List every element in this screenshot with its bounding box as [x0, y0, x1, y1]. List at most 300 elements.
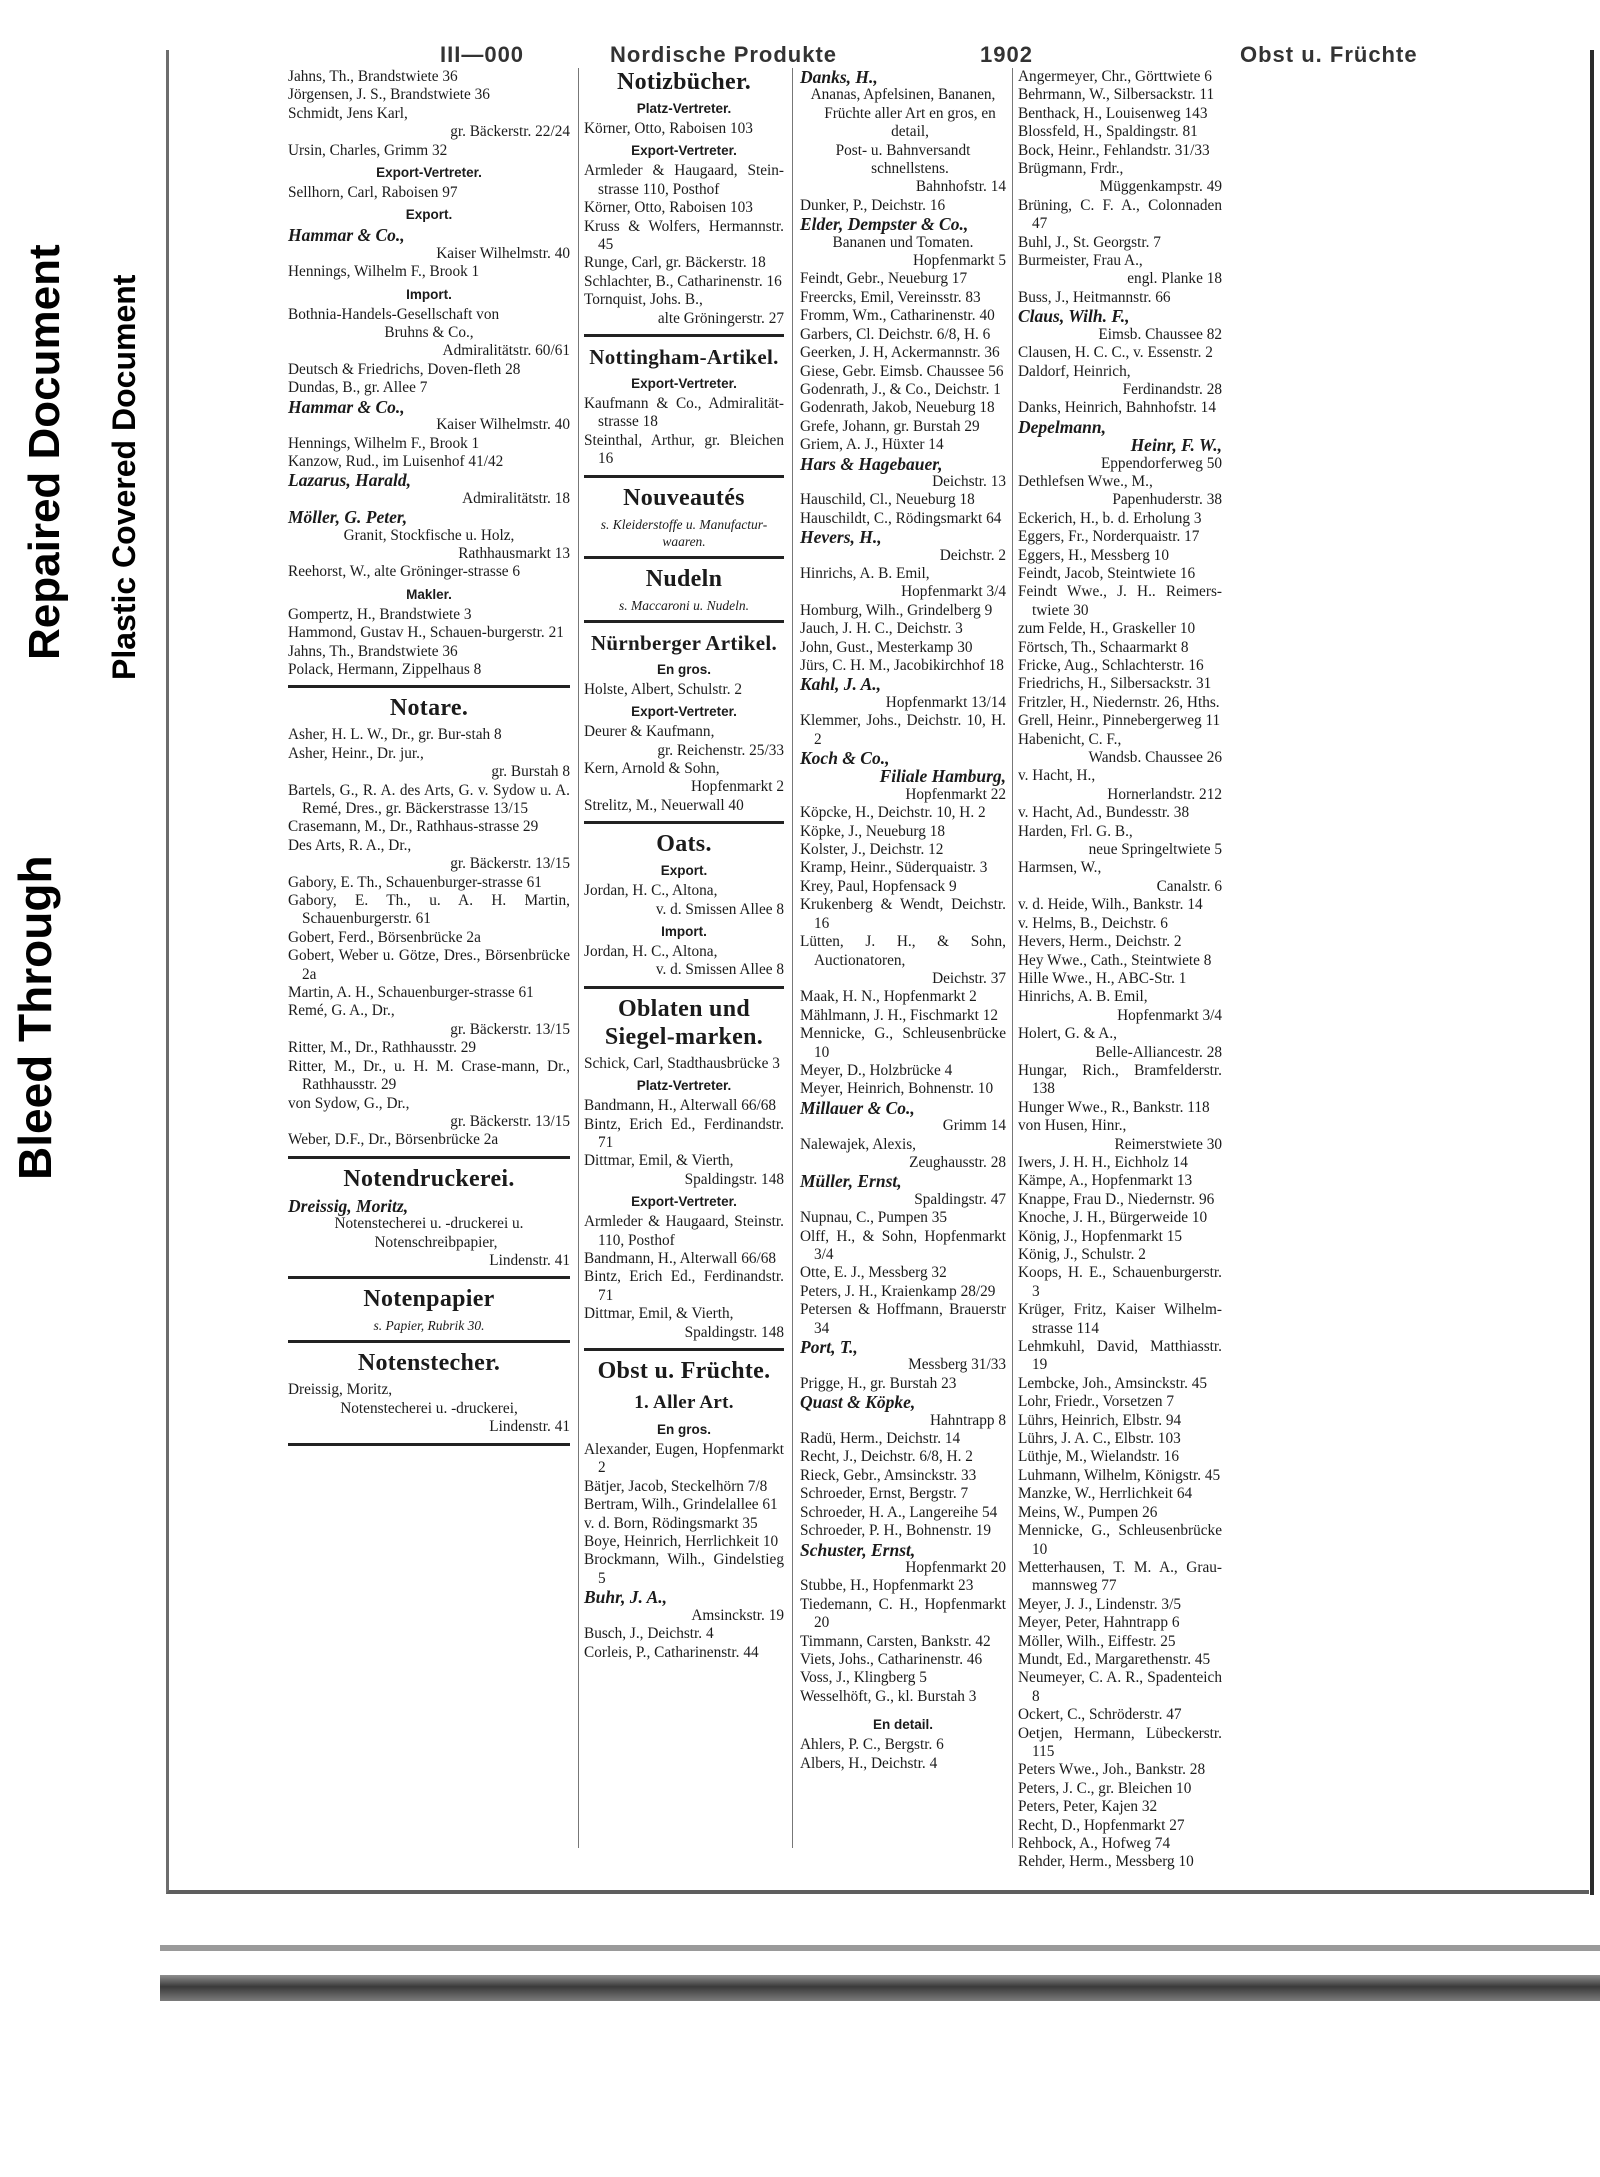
entry: Eggers, Fr., Norderquaistr. 17 — [1018, 528, 1200, 546]
entry: Krukenberg & Wendt, Deichstr. 16 — [800, 896, 1006, 932]
entry: Grell, Heinr., Pinnebergerweg 11 — [1018, 712, 1221, 730]
entry: Kahl, J. A., — [800, 674, 882, 695]
subheading: En detail. — [872, 1717, 933, 1733]
entry: Müller, Ernst, — [800, 1171, 902, 1192]
section-rule — [584, 821, 784, 824]
entry: Eckerich, H., b. d. Erholung 3 — [1018, 509, 1202, 527]
entry: Petersen & Hoffmann, Brauerstr 34 — [800, 1301, 1006, 1337]
section-subheading: 1. Aller Art. — [634, 1392, 734, 1414]
running-head-right: Obst u. Früchte — [1240, 42, 1418, 66]
entry: Stubbe, H., Hopfenmarkt 23 — [800, 1577, 974, 1595]
entry: Manzke, W., Herrlichkeit 64 — [1018, 1485, 1193, 1503]
entry: Möller, G. Peter, — [288, 507, 408, 528]
entry: v. d. Smissen Allee 8 — [655, 900, 784, 918]
entry: Kämpe, A., Hopfenmarkt 13 — [1018, 1172, 1193, 1190]
entry: Mundt, Ed., Margarethenstr. 45 — [1018, 1650, 1211, 1668]
entry: Hinrichs, A. B. Emil, — [800, 564, 930, 582]
entry: Förtsch, Th., Schaarmarkt 8 — [1018, 638, 1189, 656]
entry: Daldorf, Heinrich, — [1018, 362, 1131, 380]
entry: Dittmar, Emil, & Vierth, — [584, 1152, 734, 1170]
subheading: Export-Vertreter. — [631, 143, 737, 159]
entry: Hauschildt, C., Rödingsmarkt 64 — [800, 509, 1002, 527]
entry: Zeughausstr. 28 — [909, 1153, 1006, 1171]
repaired-document-label: Repaired Document — [20, 244, 69, 660]
entry: Schmidt, Jens Karl, — [288, 104, 408, 122]
entry: Hauschild, Cl., Neueburg 18 — [800, 491, 975, 509]
entry: Homburg, Wilh., Grindelberg 9 — [800, 601, 993, 619]
column-rule — [1012, 68, 1013, 1848]
entry: Meyer, D., Holzbrücke 4 — [800, 1061, 953, 1079]
entry: Hinrichs, A. B. Emil, — [1018, 988, 1148, 1006]
running-head — [280, 42, 1440, 66]
entry: Buhr, J. A., — [584, 1587, 668, 1608]
entry: Lehmkuhl, David, Matthiasstr. 19 — [1018, 1338, 1222, 1374]
entry: Giese, Gebr. Eimsb. Chaussee 56 — [800, 362, 1004, 380]
entry: Peters, J. C., gr. Bleichen 10 — [1018, 1779, 1192, 1797]
entry: Kolster, J., Deichstr. 12 — [800, 841, 944, 859]
entry: Hevers, H., — [800, 527, 882, 548]
entry: Habenicht, C. F., — [1018, 730, 1122, 748]
entry: Harden, Frl. G. B., — [1018, 822, 1133, 840]
entry: Asher, Heinr., Dr. jur., — [288, 744, 424, 762]
column-rule — [792, 68, 793, 1848]
entry: Mennicke, G., Schleusenbrücke 10 — [800, 1025, 1006, 1061]
entry: Behrmann, W., Silbersackstr. 11 — [1018, 86, 1215, 104]
section-heading: Notare. — [389, 695, 469, 722]
entry: Brügmann, Frdr., — [1018, 160, 1124, 178]
section-rule — [584, 334, 784, 337]
entry: Dunker, P., Deichstr. 16 — [800, 196, 946, 214]
column-rule — [578, 68, 579, 1848]
entry: Grefe, Johann, gr. Burstah 29 — [800, 417, 980, 435]
entry: neue Springeltwiete 5 — [1088, 841, 1222, 859]
entry: Des Arts, R. A., Dr., — [288, 836, 412, 854]
entry: Gabory, E. Th., Schauenburger-strasse 61 — [288, 873, 542, 891]
column-3 — [800, 68, 1006, 1773]
subheading: Export. — [660, 863, 708, 879]
entry: Müggenkampstr. 49 — [1099, 178, 1222, 196]
entry: Admiralitätstr. 18 — [462, 489, 570, 507]
entry: Hammond, Gustav H., Schauen-burgerstr. 21 — [288, 624, 564, 642]
entry: Viets, Johs., Catharinenstr. 46 — [800, 1650, 983, 1668]
entry: Bintz, Erich Ed., Ferdinandstr. 71 — [584, 1115, 784, 1151]
entry: Asher, H. L. W., Dr., gr. Bur-stah 8 — [288, 726, 502, 744]
entry: Luhmann, Wilhelm, Königstr. 45 — [1018, 1466, 1221, 1484]
entry: Bock, Heinr., Fehlandstr. 31/33 — [1018, 141, 1210, 159]
entry: Ockert, C., Schröderstr. 47 — [1018, 1706, 1182, 1724]
page-right-edge — [1590, 50, 1594, 1895]
entry: Mählmann, J. H., Fischmarkt 12 — [800, 1006, 998, 1024]
entry: Fromm, Wm., Catharinenstr. 40 — [800, 307, 995, 325]
entry: Elder, Dempster & Co., — [800, 214, 969, 235]
entry: Tiedemann, C. H., Hopfenmarkt 20 — [800, 1595, 1006, 1632]
entry: Blossfeld, H., Spaldingstr. 81 — [1018, 123, 1198, 141]
entry: Godenrath, J., & Co., Deichstr. 1 — [800, 380, 1001, 398]
entry: Post- u. Bahnversandt schnellstens. — [835, 141, 971, 178]
section-heading: Nouveautés — [623, 484, 745, 511]
entry: Armleder & Haugaard, Steinstr. 110, Posthof — [584, 1213, 784, 1249]
scanner-bar — [160, 1975, 1600, 2001]
entry: Ananas, Apfelsinen, Bananen, Früchte aller Art en gros, en detail, — [810, 86, 996, 141]
entry: Harmsen, W., — [1018, 859, 1102, 877]
entry: Amsinckstr. 19 — [691, 1606, 784, 1624]
entry: Jordan, H. C., Altona, — [584, 882, 718, 900]
subheading: Makler. — [406, 586, 452, 602]
entry: Hahntrapp 8 — [929, 1411, 1006, 1429]
entry: Fritzler, H., Niedernstr. 26, Hths. — [1018, 693, 1220, 711]
entry: Körner, Otto, Raboisen 103 — [584, 120, 753, 137]
entry: Eggers, H., Messberg 10 — [1018, 546, 1169, 564]
entry: Mennicke, G., Schleusenbrücke 10 — [1018, 1522, 1222, 1558]
entry: v. d. Heide, Wilh., Bankstr. 14 — [1018, 896, 1203, 914]
entry: Port, T., — [800, 1337, 858, 1358]
entry: gr. Bäckerstr. 13/15 — [450, 1112, 570, 1130]
section-heading: Notendruckerei. — [343, 1165, 515, 1192]
entry: Remé, G. A., Dr., — [288, 1002, 395, 1020]
entry: Brüning, C. F. A., Colonnaden 47 — [1018, 196, 1222, 233]
entry: Köpcke, H., Deichstr. 10, H. 2 — [800, 804, 986, 822]
entry: Benthack, H., Louisenweg 143 — [1018, 104, 1208, 122]
subheading: Platz-Vertreter. — [636, 101, 732, 116]
section-heading: Oats. — [656, 831, 712, 858]
entry: Eimsb. Chaussee 82 — [1098, 325, 1222, 343]
section-heading: Notenstecher. — [357, 1350, 501, 1377]
subheading: Platz-Vertreter. — [636, 1078, 732, 1094]
entry: v. Helms, B., Deichstr. 6 — [1018, 914, 1168, 932]
entry: Runge, Carl, gr. Bäckerstr. 18 — [584, 254, 766, 272]
entry: John, Gust., Mesterkamp 30 — [800, 638, 973, 656]
subheading: Import. — [406, 286, 452, 302]
entry: Bartels, G., R. A. des Arts, G. v. Sydow u. A. Remé, Dres., gr. Bäckerstrasse 13/15 — [288, 781, 570, 817]
entry: Schroeder, P. H., Bohnenstr. 19 — [800, 1522, 992, 1540]
entry: zum Felde, H., Graskeller 10 — [1018, 620, 1196, 638]
bleed-through-label: Bleed Through — [9, 855, 61, 1180]
entry: Hunger Wwe., R., Bankstr. 118 — [1018, 1098, 1210, 1116]
entry: König, J., Hopfenmarkt 15 — [1018, 1227, 1182, 1245]
entry: Radü, Herm., Deichstr. 14 — [800, 1430, 961, 1448]
entry: Hopfenmarkt 22 — [905, 785, 1006, 803]
entry: Kern, Arnold & Sohn, — [584, 759, 720, 777]
entry: Crasemann, M., Dr., Rathhaus-strasse 29 — [288, 818, 539, 836]
entry: Holste, Albert, Schulstr. 2 — [584, 680, 743, 698]
entry: Lüthje, M., Wielandstr. 16 — [1018, 1448, 1179, 1466]
entry: Spaldingstr. 148 — [684, 1323, 784, 1341]
entry: Filiale Hamburg, — [879, 766, 1006, 787]
entry: Bätjer, Jacob, Steckelhörn 7/8 — [584, 1477, 768, 1495]
entry: Danks, Heinrich, Bahnhofstr. 14 — [1018, 399, 1216, 417]
section-rule — [288, 1156, 570, 1159]
entry: Busch, J., Deichstr. 4 — [584, 1625, 714, 1643]
entry: Danks, H., — [800, 67, 878, 87]
entry: Jahns, Th., Brandstwiete 36 — [288, 642, 458, 660]
subheading: Export-Vertreter. — [631, 1194, 737, 1210]
entry: Hopfenmarkt 2 — [690, 778, 784, 796]
entry: Feindt, Gebr., Neueburg 17 — [800, 270, 968, 288]
running-head-year: 1902 — [980, 42, 1033, 66]
entry: Hennings, Wilhelm F., Brook 1 — [288, 263, 480, 281]
entry: Kaufmann & Co., Admiralität-strasse 18 — [584, 395, 784, 431]
scanned-page — [160, 42, 1600, 2000]
section-rule — [288, 1340, 570, 1343]
section-rule — [288, 1443, 570, 1446]
entry: Freercks, Emil, Vereinsstr. 83 — [800, 288, 981, 306]
entry: Bintz, Erich Ed., Ferdinandstr. 71 — [584, 1268, 784, 1304]
entry: Steinthal, Arthur, gr. Bleichen 16 — [584, 431, 784, 468]
entry: Feindt Wwe., J. H.. Reimers-twiete 30 — [1018, 583, 1222, 619]
entry: v. d. Born, Rödingsmarkt 35 — [584, 1514, 758, 1532]
subheading: En gros. — [656, 661, 711, 677]
section-rule — [584, 620, 784, 623]
entry: Ferdinandstr. 28 — [1122, 380, 1222, 398]
entry: Dethlefsen Wwe., M., — [1018, 472, 1153, 490]
entry: Lütten, J. H., & Sohn, Auctionatoren, — [800, 933, 1006, 969]
entry: Knoche, J. H., Bürgerweide 10 — [1018, 1209, 1208, 1227]
running-head-left: III—000 — [440, 42, 525, 66]
entry: Garbers, Cl. Deichstr. 6/8, H. 6 — [800, 325, 991, 343]
entry: Bothnia-Handels-Gesellschaft von — [288, 305, 500, 323]
column-4 — [1018, 68, 1222, 1872]
entry: Koops, H. E., Schauenburgerstr. 3 — [1018, 1264, 1222, 1300]
entry: Meyer, Peter, Hahntrapp 6 — [1018, 1614, 1180, 1632]
scanner-strip — [160, 1945, 1600, 1951]
entry: Jordan, H. C., Altona, — [584, 942, 718, 960]
entry: Deichstr. 2 — [939, 546, 1006, 564]
entry: Ahlers, P. C., Bergstr. 6 — [800, 1736, 944, 1754]
section-rule — [584, 986, 784, 989]
entry: Voss, J., Klingberg 5 — [800, 1669, 927, 1687]
column-1 — [288, 68, 570, 1450]
entry: Otte, E. J., Messberg 32 — [800, 1264, 947, 1282]
entry: Gabory, E. Th., u. A. H. Martin, Schauenburgerstr. 61 — [288, 892, 570, 928]
entry: von Husen, Hinr., — [1018, 1117, 1127, 1135]
entry: gr. Bäckerstr. 13/15 — [450, 1020, 570, 1038]
entry: v. d. Smissen Allee 8 — [655, 961, 784, 979]
cross-reference: s. Papier, Rubrik 30. — [373, 1318, 485, 1334]
plastic-covered-label: Plastic Covered Document — [106, 274, 142, 680]
entry: Bandmann, H., Alterwall 66/68 — [584, 1250, 777, 1267]
entry: Ursin, Charles, Grimm 32 — [288, 141, 448, 159]
subheading: Export. — [405, 207, 453, 223]
entry: Kaiser Wilhelmstr. 40 — [436, 244, 570, 262]
entry: Hammar & Co., — [288, 225, 405, 246]
cross-reference: s. Kleiderstoffe u. Manufactur-waaren. — [600, 516, 768, 549]
entry: Rieck, Gebr., Amsinckstr. 33 — [800, 1466, 977, 1484]
entry: Notenstecherei u. -druckerei u. Notenschreibpapier, — [334, 1215, 524, 1251]
entry: Notenstecherei u. -druckerei, — [340, 1399, 518, 1417]
entry: Wandsb. Chaussee 26 — [1088, 749, 1222, 767]
entry: Griem, A. J., Hüxter 14 — [800, 436, 944, 454]
entry: gr. Reichenstr. 25/33 — [657, 741, 784, 759]
entry: Angermeyer, Chr., Görttwiete 6 — [1018, 68, 1212, 85]
entry: Armleder & Haugaard, Stein-strasse 110, Posthof — [584, 162, 784, 198]
entry: Klemmer, Johs., Deichstr. 10, H. 2 — [800, 712, 1006, 748]
entry: Hevers, Herm., Deichstr. 2 — [1018, 933, 1182, 951]
entry: Admiralitätstr. 60/61 — [442, 342, 570, 360]
entry: Heinr, F. W., — [1130, 435, 1222, 456]
section-heading: Nürnberger Artikel. — [590, 630, 778, 655]
entry: Körner, Otto, Raboisen 103 — [584, 199, 753, 217]
entry: Olff, H., & Sohn, Hopfenmarkt 3/4 — [800, 1227, 1006, 1263]
entry: Bahnhofstr. 14 — [915, 178, 1006, 196]
entry: Clausen, H. C. C., v. Essenstr. 2 — [1018, 344, 1213, 362]
entry: Iwers, J. H. H., Eichholz 14 — [1018, 1153, 1188, 1171]
entry: Jörgensen, J. S., Brandstwiete 36 — [288, 86, 490, 104]
entry: Lazarus, Harald, — [288, 470, 412, 491]
entry: Lührs, Heinrich, Elbstr. 94 — [1018, 1411, 1182, 1429]
entry: Prigge, H., gr. Burstah 23 — [800, 1374, 957, 1392]
entry: Papenhuderstr. 38 — [1112, 491, 1222, 509]
section-rule — [584, 475, 784, 478]
running-head-section: Nordische Produkte — [610, 42, 838, 66]
section-rule — [584, 1348, 784, 1351]
entry: Maak, H. N., Hopfenmarkt 2 — [800, 988, 977, 1006]
section-heading: Notizbücher. — [616, 69, 752, 95]
entry: Schick, Carl, Stadthausbrücke 3 — [584, 1054, 780, 1072]
section-heading: Obst u. Früchte. — [597, 1358, 771, 1385]
entry: Nalewajek, Alexis, — [800, 1135, 916, 1153]
entry: Jahns, Th., Brandstwiete 36 — [288, 68, 458, 85]
entry: Meins, W., Pumpen 26 — [1018, 1503, 1158, 1521]
entry: Timmann, Carsten, Bankstr. 42 — [800, 1632, 991, 1650]
entry: Deutsch & Friedrichs, Doven-fleth 28 — [288, 360, 521, 378]
entry: gr. Bäckerstr. 22/24 — [450, 123, 570, 141]
entry: Burmeister, Frau A., — [1018, 252, 1143, 270]
entry: Metterhausen, T. M. A., Grau-mannsweg 77 — [1018, 1558, 1222, 1595]
entry: Dundas, B., gr. Allee 7 — [288, 379, 428, 397]
entry: Martin, A. H., Schauenburger-strasse 61 — [288, 984, 534, 1002]
entry: Gompertz, H., Brandstwiete 3 — [288, 605, 472, 623]
entry: Hey Wwe., Cath., Steintwiete 8 — [1018, 951, 1212, 969]
entry: Kruss & Wolfers, Hermannstr. 45 — [584, 217, 784, 254]
section-heading: Oblaten und Siegel-marken. — [604, 995, 764, 1050]
entry: Ritter, M., Dr., u. H. M. Crase-mann, Dr., Rathhausstr. 29 — [288, 1057, 570, 1094]
entry: Hille Wwe., H., ABC-Str. 1 — [1018, 969, 1187, 987]
entry: Polack, Hermann, Zippelhaus 8 — [288, 660, 482, 678]
entry: Alexander, Eugen, Hopfenmarkt 2 — [584, 1441, 784, 1477]
cross-reference: s. Maccaroni u. Nudeln. — [619, 597, 749, 613]
entry: Rehder, Herm., Messberg 10 — [1018, 1853, 1194, 1871]
entry: Schroeder, H. A., Langereihe 54 — [800, 1503, 998, 1521]
entry: Meyer, J. J., Lindenstr. 3/5 — [1018, 1595, 1181, 1613]
entry: Meyer, Heinrich, Bohnenstr. 10 — [800, 1080, 994, 1098]
entry: Kramp, Heinr., Süderquaistr. 3 — [800, 859, 988, 877]
entry: Schuster, Ernst, — [800, 1539, 916, 1560]
entry: Hennings, Wilhelm F., Brook 1 — [288, 434, 480, 452]
entry: Canalstr. 6 — [1156, 877, 1222, 895]
entry: Peters, J. H., Kraienkamp 28/29 — [800, 1282, 996, 1300]
entry: Gobert, Weber u. Götze, Dres., Börsenbrücke 2a — [288, 947, 570, 983]
entry: Oetjen, Hermann, Lübeckerstr. 115 — [1018, 1724, 1222, 1760]
entry: Peters Wwe., Joh., Bankstr. 28 — [1018, 1761, 1206, 1779]
entry: alte Gröningerstr. 27 — [657, 309, 784, 327]
entry: Reimerstwiete 30 — [1114, 1135, 1222, 1153]
entry: Koch & Co., — [800, 748, 890, 769]
entry: Kaiser Wilhelmstr. 40 — [436, 416, 570, 434]
entry: Nupnau, C., Pumpen 35 — [800, 1209, 948, 1227]
subheading: Export-Vertreter. — [376, 165, 482, 181]
entry: Strelitz, M., Neuerwall 40 — [584, 796, 744, 814]
entry: Tornquist, Johs. B., — [584, 291, 703, 309]
entry: Lindenstr. 41 — [489, 1251, 570, 1269]
entry: Lohr, Friedr., Vorsetzen 7 — [1018, 1393, 1175, 1411]
entry: Bruhns & Co., — [384, 324, 474, 342]
entry: gr. Bäckerstr. 13/15 — [450, 855, 570, 873]
entry: Fricke, Aug., Schlachterstr. 16 — [1018, 657, 1204, 674]
entry: Rathhausmarkt 13 — [458, 544, 570, 562]
entry: Dittmar, Emil, & Vierth, — [584, 1305, 734, 1323]
entry: Bertram, Wilh., Grindelallee 61 — [584, 1496, 778, 1514]
subheading: Export-Vertreter. — [631, 704, 737, 720]
subheading: Import. — [661, 923, 707, 939]
entry: Quast & Köpke, — [800, 1392, 916, 1413]
section-rule — [288, 1276, 570, 1279]
section-rule — [288, 685, 570, 688]
entry: Gobert, Ferd., Börsenbrücke 2a — [288, 928, 481, 946]
entry: Köpke, J., Neueburg 18 — [800, 822, 946, 840]
entry: Möller, Wilh., Eiffestr. 25 — [1018, 1632, 1176, 1650]
entry: Grimm 14 — [942, 1117, 1006, 1135]
entry: Lindenstr. 41 — [489, 1418, 570, 1436]
entry: Corleis, P., Catharinenstr. 44 — [584, 1643, 759, 1661]
entry: Buhl, J., St. Georgstr. 7 — [1018, 233, 1161, 251]
entry: Deurer & Kaufmann, — [584, 723, 715, 741]
section-rule — [584, 556, 784, 559]
entry: engl. Planke 18 — [1127, 270, 1222, 288]
entry: Hopfenmarkt 5 — [912, 252, 1006, 270]
entry: Schlachter, B., Catharinenstr. 16 — [584, 272, 782, 290]
entry: Bananen und Tomaten. — [832, 233, 974, 251]
entry: Messberg 31/33 — [908, 1356, 1006, 1374]
entry: Krüger, Fritz, Kaiser Wilhelm-strasse 114 — [1018, 1301, 1222, 1337]
subheading: En gros. — [656, 1422, 711, 1438]
entry: Albers, H., Deichstr. 4 — [800, 1754, 938, 1772]
entry: Lührs, J. A. C., Elbstr. 103 — [1018, 1430, 1181, 1448]
entry: Rehbock, A., Hofweg 74 — [1018, 1835, 1171, 1852]
entry: Recht, J., Deichstr. 6/8, H. 2 — [800, 1448, 973, 1466]
section-heading: Notenpapier — [363, 1286, 495, 1313]
entry: Deichstr. 13 — [932, 472, 1006, 490]
entry: Bandmann, H., Alterwall 66/68 — [584, 1097, 777, 1115]
entry: Deichstr. 37 — [932, 969, 1006, 987]
entry: Sellhorn, Carl, Raboisen 97 — [288, 184, 458, 202]
entry: Spaldingstr. 148 — [684, 1170, 784, 1188]
subheading: Export-Vertreter. — [631, 376, 737, 392]
entry: Godenrath, Jakob, Neueburg 18 — [800, 399, 995, 417]
entry: Hornerlandstr. 212 — [1107, 785, 1222, 803]
entry: Spaldingstr. 47 — [914, 1190, 1006, 1208]
entry: Holert, G. & A., — [1018, 1025, 1117, 1043]
section-heading: Nudeln — [645, 565, 723, 592]
entry: gr. Burstah 8 — [491, 763, 570, 781]
entry: Hopfenmarkt 3/4 — [1117, 1006, 1222, 1024]
entry: Hungar, Rich., Bramfelderstr. 138 — [1018, 1061, 1222, 1098]
entry: Reehorst, W., alte Gröninger-strasse 6 — [288, 563, 521, 581]
entry: Depelmann, — [1018, 416, 1106, 437]
entry: König, J., Schulstr. 2 — [1018, 1246, 1146, 1263]
entry: Knappe, Frau D., Niedernstr. 96 — [1018, 1190, 1215, 1208]
entry: Millauer & Co., — [800, 1097, 915, 1118]
entry: Brockmann, Wilh., Gindelstieg 5 — [584, 1551, 784, 1587]
entry: Hopfenmarkt 3/4 — [901, 583, 1006, 601]
entry: Jauch, J. H. C., Deichstr. 3 — [800, 620, 963, 638]
section-heading: Nottingham-Artikel. — [589, 345, 779, 370]
entry: Hopfenmarkt 13/14 — [885, 693, 1006, 711]
entry: Peters, Peter, Kajen 32 — [1018, 1798, 1158, 1816]
entry: Lembcke, Joh., Amsinckstr. 45 — [1018, 1374, 1208, 1392]
entry: Granit, Stockfische u. Holz, — [343, 526, 515, 544]
entry: Buss, J., Heitmannstr. 66 — [1018, 288, 1171, 306]
entry: Ritter, M., Dr., Rathhausstr. 29 — [288, 1039, 477, 1057]
